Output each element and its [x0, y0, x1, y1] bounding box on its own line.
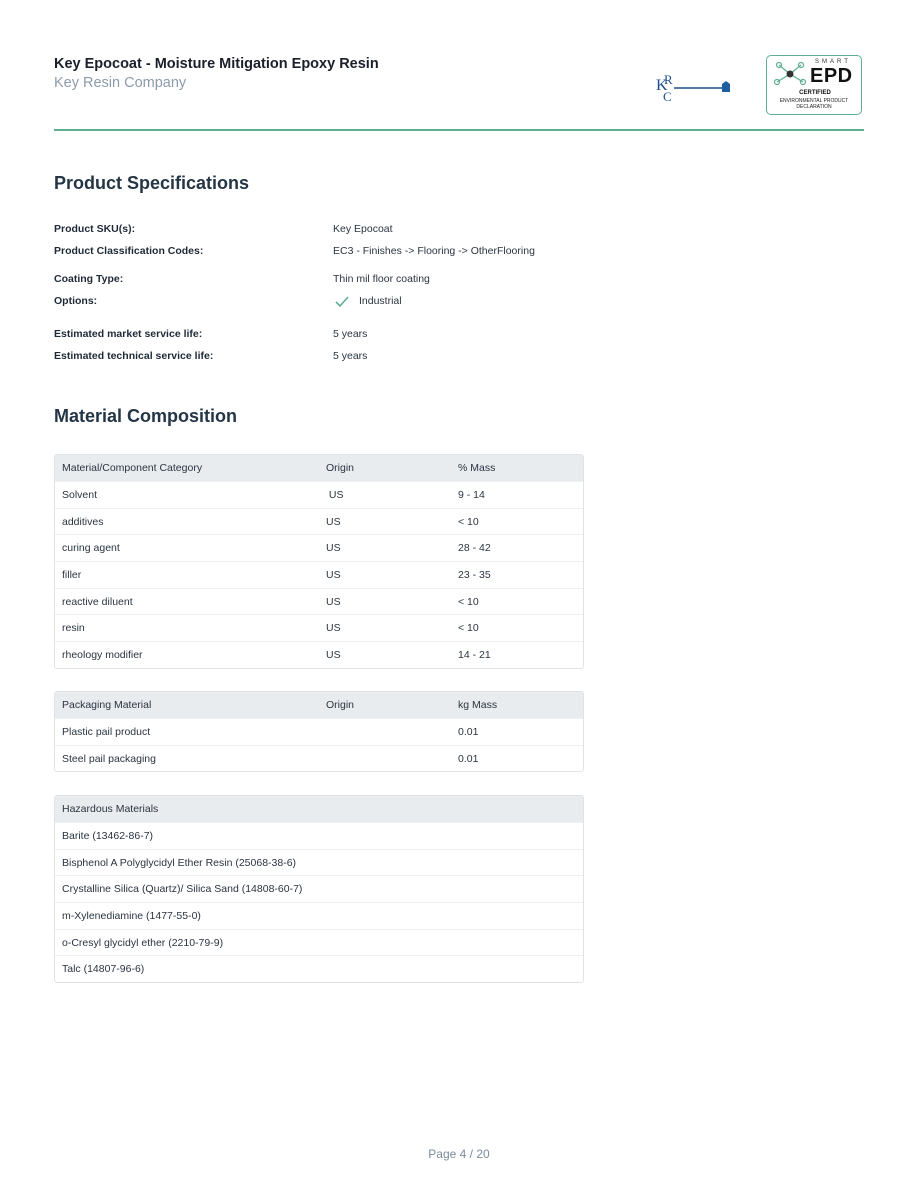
network-icon — [771, 60, 809, 90]
document-title: Key Epocoat - Moisture Mitigation Epoxy Resin — [54, 56, 379, 72]
table-row — [55, 822, 583, 849]
epd-declaration-line1: ENVIRONMENTAL PRODUCT — [779, 98, 849, 104]
table-cell: US — [326, 649, 341, 662]
column-header: kg Mass — [458, 699, 498, 711]
table-row — [55, 534, 583, 561]
table-cell: o-Cresyl glycidyl ether (2210-79-9) — [62, 936, 224, 949]
spec-value-sku: Key Epocoat — [333, 223, 393, 235]
spec-label-market-life: Estimated market service life: — [54, 328, 203, 340]
table-cell: Talc (14807-96-6) — [62, 963, 145, 976]
smart-epd-badge — [766, 55, 862, 115]
table-cell: 9 - 14 — [458, 489, 485, 501]
krc-key-logo-icon — [654, 68, 734, 104]
page-header — [54, 54, 864, 130]
spec-value-coating-type: Thin mil floor coating — [333, 273, 430, 285]
table-cell: curing agent — [62, 542, 120, 555]
table-cell: US — [326, 489, 344, 501]
table-row — [55, 875, 583, 902]
hazardous-materials-table — [54, 795, 584, 983]
column-header: % Mass — [458, 462, 496, 474]
header-divider — [54, 129, 864, 131]
column-header: Hazardous Materials — [62, 803, 159, 815]
table-row — [55, 849, 583, 876]
product-specifications-title: Product Specifications — [54, 173, 250, 193]
column-header: Material/Component Category — [62, 462, 203, 474]
table-row — [55, 614, 583, 641]
column-header: Origin — [326, 699, 355, 711]
spec-value-technical-life: 5 years — [333, 350, 368, 362]
spec-label-options: Options: — [54, 295, 98, 307]
material-composition-title: Material Composition — [54, 406, 238, 426]
table-cell: rheology modifier — [62, 649, 143, 662]
table-cell: Barite (13462-86-7) — [62, 830, 154, 842]
packaging-table — [54, 691, 584, 772]
table-cell: Crystalline Silica (Quartz)/ Silica Sand (14808-60-7) — [62, 883, 303, 896]
table-cell: reactive diluent — [62, 595, 133, 608]
table-cell: resin — [62, 622, 85, 635]
table-cell: US — [326, 569, 341, 582]
table-cell: Solvent — [62, 489, 98, 501]
table-row — [55, 902, 583, 929]
table-cell: 0.01 — [458, 726, 479, 738]
table-row — [55, 745, 583, 772]
table-cell: 28 - 42 — [458, 542, 491, 555]
table-cell: Steel pail packaging — [62, 752, 156, 765]
table-cell: US — [326, 542, 341, 555]
spec-label-classification: Product Classification Codes: — [54, 245, 204, 257]
epd-declaration-line2: DECLARATION — [796, 104, 832, 110]
table-cell: 0.01 — [458, 752, 479, 765]
table-cell: US — [326, 515, 341, 528]
table-cell: 14 - 21 — [458, 649, 491, 662]
epd-text: EPD — [810, 65, 853, 87]
table-cell: US — [326, 595, 341, 608]
table-cell: m-Xylenediamine (1477-55-0) — [62, 910, 201, 923]
table-cell: additives — [62, 515, 104, 528]
table-row — [55, 718, 583, 745]
spec-label-sku: Product SKU(s): — [54, 223, 136, 235]
table-row — [55, 481, 583, 508]
components-table — [54, 454, 584, 669]
table-row — [55, 641, 583, 668]
spec-label-coating-type: Coating Type: — [54, 273, 124, 285]
page-number: Page 4 / 20 — [428, 1147, 490, 1161]
table-cell: < 10 — [458, 595, 479, 608]
company-name: Key Resin Company — [54, 75, 187, 91]
table-cell: Bisphenol A Polyglycidyl Ether Resin (25068-38-6) — [62, 856, 297, 869]
table-cell: 23 - 35 — [458, 569, 491, 582]
table-row — [55, 929, 583, 956]
epd-declaration-text — [771, 98, 857, 110]
table-cell: Plastic pail product — [62, 726, 151, 738]
spec-value-options: Industrial — [359, 295, 402, 307]
table-cell: < 10 — [458, 622, 479, 635]
column-header: Origin — [326, 462, 355, 474]
table-cell: filler — [62, 569, 82, 582]
table-row — [55, 561, 583, 588]
svg-text:C: C — [663, 89, 672, 104]
table-row — [55, 508, 583, 535]
column-header: Packaging Material — [62, 699, 152, 711]
table-header — [55, 796, 583, 822]
epd-smart-text: SMART — [815, 59, 851, 65]
table-header — [55, 692, 583, 718]
table-cell: US — [326, 622, 341, 635]
table-cell: < 10 — [458, 515, 479, 528]
table-row — [55, 955, 583, 982]
svg-text:R: R — [664, 72, 673, 87]
check-icon — [335, 296, 349, 308]
table-row — [55, 588, 583, 615]
spec-label-technical-life: Estimated technical service life: — [54, 350, 214, 362]
spec-value-market-life: 5 years — [333, 328, 368, 340]
svg-text:K: K — [656, 77, 668, 94]
spec-value-classification: EC3 - Finishes -> Flooring -> OtherFlooring — [333, 245, 535, 257]
table-header — [55, 455, 583, 481]
epd-certified-text: CERTIFIED — [799, 90, 831, 96]
